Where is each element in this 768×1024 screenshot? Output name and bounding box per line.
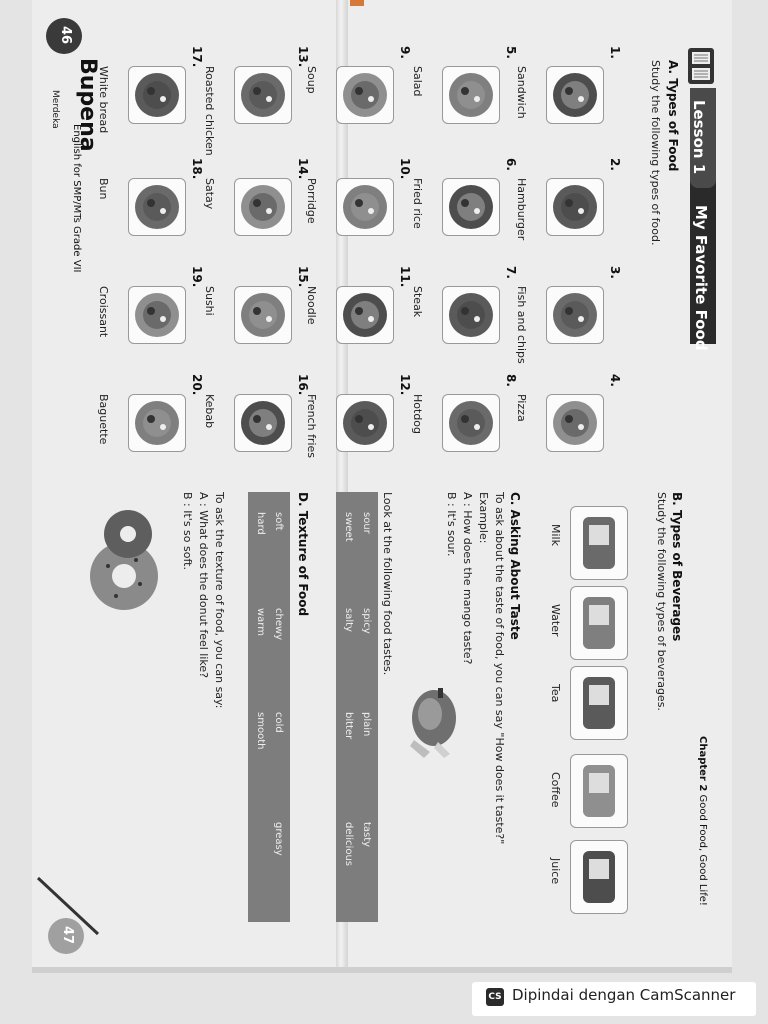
- food-number: 13.: [296, 46, 310, 68]
- beverage-label: Coffee: [549, 772, 562, 808]
- page-number-right-text: 47: [60, 926, 75, 945]
- taste-cell: tasty: [361, 822, 372, 848]
- taste-cell: plain: [361, 712, 372, 737]
- section-c-heading: C. Asking About Taste: [508, 492, 522, 640]
- book-icon: [686, 44, 716, 88]
- food-image: [128, 286, 186, 344]
- food-label: Salad: [411, 66, 424, 97]
- food-label: Steak: [411, 286, 424, 318]
- taste-cell: sour: [361, 512, 372, 534]
- section-c-answer: B : It's sour.: [445, 492, 458, 557]
- donut-image: [86, 500, 162, 616]
- food-image: [128, 394, 186, 452]
- food-image: [234, 394, 292, 452]
- beverage-label: Water: [549, 604, 562, 637]
- food-number: 16.: [296, 374, 310, 396]
- section-c-line1: To ask about the taste of food, you can say "How does it taste?": [493, 492, 506, 845]
- book-spread: [32, 0, 732, 972]
- taste-cell: salty: [343, 608, 354, 632]
- lesson-label: Lesson 1: [690, 100, 708, 175]
- food-number: 15.: [296, 266, 310, 288]
- book-title: English for SMP/MTs Grade VII: [71, 124, 82, 273]
- camscanner-logo-icon: CS: [486, 988, 504, 1006]
- food-label: Soup: [305, 66, 318, 94]
- beverage-image: [570, 754, 628, 828]
- food-image: [234, 286, 292, 344]
- food-number: 4.: [608, 374, 622, 387]
- food-number: 10.: [398, 158, 412, 180]
- food-number: 11.: [398, 266, 412, 288]
- texture-cell: chewy: [273, 608, 284, 641]
- food-label: Sushi: [203, 286, 216, 316]
- texture-cell: soft: [273, 512, 284, 531]
- food-number: 20.: [190, 374, 204, 396]
- food-number: 9.: [398, 46, 412, 59]
- food-label: Fried rice: [411, 178, 424, 229]
- texture-cell: hard: [255, 512, 266, 535]
- food-label: French fries: [305, 394, 318, 459]
- brand-logo: Bupena: [75, 58, 100, 152]
- section-a-heading: A. Types of Food: [666, 60, 680, 172]
- food-number: 1.: [608, 46, 622, 59]
- food-label: Noodle: [305, 286, 318, 325]
- chapter-number: Chapter 2: [697, 736, 708, 792]
- food-number: 7.: [504, 266, 518, 279]
- texture-cell: cold: [273, 712, 284, 733]
- beverage-label: Tea: [549, 684, 562, 703]
- food-image: [336, 286, 394, 344]
- food-image: [546, 178, 604, 236]
- food-number: 3.: [608, 266, 622, 279]
- page-bottom-edge: [32, 967, 732, 973]
- section-d-heading: D. Texture of Food: [296, 492, 310, 617]
- food-label: Baguette: [97, 394, 110, 445]
- section-b-heading: B. Types of Beverages: [670, 492, 684, 642]
- food-image: [442, 286, 500, 344]
- texture-cell: warm: [255, 608, 266, 636]
- food-image: [336, 66, 394, 124]
- food-label: Bun: [97, 178, 110, 200]
- food-label: Roasted chicken: [203, 66, 216, 156]
- food-image: [546, 286, 604, 344]
- food-number: 8.: [504, 374, 518, 387]
- page-number-left-text: 46: [58, 26, 73, 45]
- taste-cell: spicy: [361, 608, 372, 634]
- beverage-image: [570, 586, 628, 660]
- food-image: [442, 178, 500, 236]
- brand-sub: Merdeka: [50, 90, 60, 129]
- section-a-instruction: Study the following types of food.: [649, 60, 662, 246]
- food-image: [546, 394, 604, 452]
- food-number: 6.: [504, 158, 518, 171]
- food-label: Sandwich: [515, 66, 528, 119]
- food-label: Porridge: [305, 178, 318, 224]
- food-image: [442, 66, 500, 124]
- food-image: [442, 394, 500, 452]
- food-image: [336, 178, 394, 236]
- beverage-image: [570, 506, 628, 580]
- section-d-answer: B : It's so soft.: [181, 492, 194, 570]
- chapter-header: [697, 736, 708, 906]
- food-label: White bread: [97, 66, 110, 134]
- food-image: [234, 178, 292, 236]
- texture-cell: greasy: [273, 822, 284, 856]
- lesson-title: My Favorite Food: [692, 205, 710, 351]
- section-c-question: A : How does the mango taste?: [461, 492, 474, 665]
- food-image: [546, 66, 604, 124]
- section-c-example: Example:: [477, 492, 490, 544]
- mango-image: [404, 682, 466, 760]
- texture-table: [248, 492, 290, 922]
- page-edge-mark: [350, 0, 364, 6]
- food-number: 18.: [190, 158, 204, 180]
- scanner-text: Dipindai dengan CamScanner: [512, 986, 736, 1004]
- beverage-label: Juice: [549, 858, 562, 885]
- food-label: Kebab: [203, 394, 216, 429]
- food-label: Fish and chips: [515, 286, 528, 364]
- beverage-image: [570, 840, 628, 914]
- pen-icon: [34, 874, 102, 940]
- food-label: Pizza: [515, 394, 528, 422]
- section-b-instruction: Study the following types of beverages.: [655, 492, 668, 711]
- food-label: Satay: [203, 178, 216, 210]
- food-number: 2.: [608, 158, 622, 171]
- beverage-image: [570, 666, 628, 740]
- food-label: Hotdog: [411, 394, 424, 435]
- food-label: Hamburger: [515, 178, 528, 241]
- chapter-title: Good Food, Good Life!: [697, 794, 708, 906]
- food-number: 12.: [398, 374, 412, 396]
- food-image: [128, 178, 186, 236]
- taste-cell: sweet: [343, 512, 354, 542]
- beverage-label: Milk: [549, 524, 562, 546]
- food-label: Croissant: [97, 286, 110, 338]
- food-image: [234, 66, 292, 124]
- texture-cell: smooth: [255, 712, 266, 750]
- section-d-line1: To ask the texture of food, you can say:: [213, 492, 226, 709]
- food-number: 17.: [190, 46, 204, 68]
- section-c-look: Look at the following food tastes.: [381, 492, 394, 676]
- taste-cell: bitter: [343, 712, 354, 740]
- food-image: [336, 394, 394, 452]
- section-d-question: A : What does the donut feel like?: [197, 492, 210, 679]
- food-number: 14.: [296, 158, 310, 180]
- taste-cell: delicious: [343, 822, 354, 866]
- food-number: 19.: [190, 266, 204, 288]
- food-image: [128, 66, 186, 124]
- food-number: 5.: [504, 46, 518, 59]
